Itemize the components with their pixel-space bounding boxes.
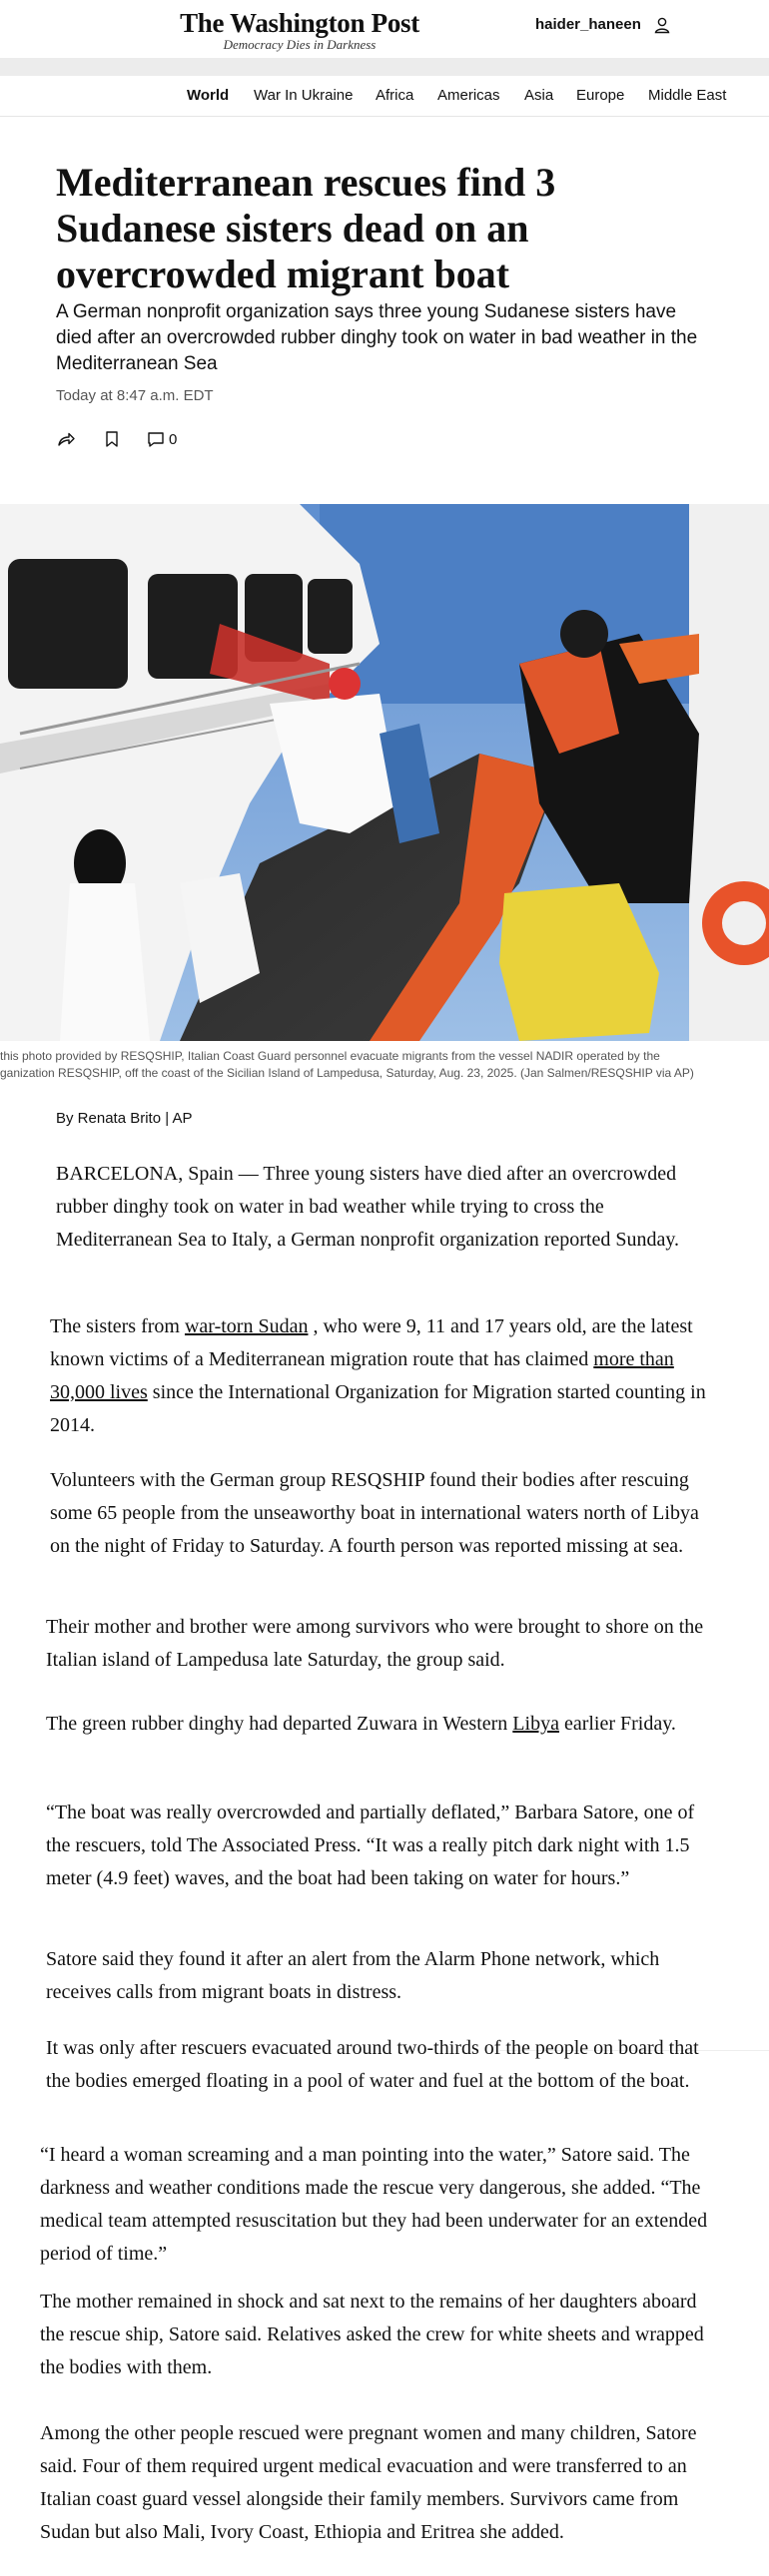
comment-count[interactable]: 0 — [169, 431, 178, 448]
article-paragraph: The mother remained in shock and sat next to the remains of her daughters aboard the rescue ship, Satore said. Relatives asked the crew for white sheets and wrapped the bodies with them. — [40, 2291, 704, 2378]
article-paragraph — [46, 1708, 711, 1741]
bookmark-icon[interactable] — [102, 429, 122, 449]
section-nav — [0, 76, 769, 117]
photo-caption — [0, 1048, 769, 1082]
logo-tagline: Democracy Dies in Darkness — [223, 37, 377, 52]
nav-item-world[interactable]: World — [187, 87, 230, 104]
article-subheadline: A German nonprofit organization says three young Sudanese sisters have died after an overcrowded rubber dinghy took on water in bad weather in the Mediterranean Sea — [56, 301, 698, 374]
lead-photo — [0, 504, 769, 1041]
article-paragraph — [50, 1310, 709, 1442]
article-paragraph: It was only after rescuers evacuated around two-thirds of the people on board that the bodies emerged floating in a pool of water and fuel at the bottom of the boat. — [46, 2037, 699, 2092]
article-paragraph: “I heard a woman screaming and a man pointing into the water,” Satore said. The darkness and weather conditions made the rescue very dangerous, she added. “The medical team attempted resuscitation but they had been underwater for an extended period of time.” — [40, 2144, 708, 2265]
article-paragraph: BARCELONA, Spain — Three young sisters have died after an overcrowded rubber dinghy took on water in bad weather while trying to cross the Mediterranean Sea to Italy, a German nonprofit organization reported Sunday. — [56, 1163, 680, 1251]
photo-caption-line: this photo provided by RESQSHIP, Italian Coast Guard personnel evacuate migrants from the vessel NADIR operated by the — [0, 1049, 660, 1063]
share-icon[interactable] — [56, 429, 76, 449]
paragraph-text: earlier Friday. — [558, 1713, 676, 1735]
nav-item-americas[interactable]: Americas — [437, 87, 500, 104]
paragraph-text: , who were 9, 11 and 17 years old, are the latest known victims of a Mediterranean migration route that has claimed — [50, 1315, 693, 1370]
paragraph-text: since the International Organization for Migration started counting in 2014. — [50, 1381, 706, 1436]
article-paragraph: Their mother and brother were among survivors who were brought to shore on the Italian island of Lampedusa late Saturday, the group said. — [46, 1616, 704, 1671]
user-icon[interactable] — [653, 16, 671, 34]
photo-caption-line: ganization RESQSHIP, off the coast of the Sicilian Island of Lampedusa, Saturday, Aug. 23, 2025. (Jan Salmen/RESQSHIP via AP) — [0, 1066, 694, 1080]
article-paragraph: Satore said they found it after an alert from the Alarm Phone network, which receives calls from migrant boats in distress. — [46, 1948, 660, 2003]
header-divider-band — [0, 58, 769, 76]
article-timestamp: Today at 8:47 a.m. EDT — [56, 387, 214, 404]
link-libya[interactable]: Libya — [512, 1713, 559, 1735]
article-paragraph: “The boat was really overcrowded and partially deflated,” Barbara Satore, one of the rescuers, told The Associated Press. “It was a really pitch dark night with 1.5 meter (4.9 feet) waves, and the boat had been taking on water for hours.” — [46, 1802, 695, 1889]
link-more-than-30000-lives[interactable]: more than 30,000 lives — [50, 1348, 674, 1403]
nav-item-war-in-ukraine[interactable]: War In Ukraine — [254, 87, 354, 104]
nav-item-europe[interactable]: Europe — [576, 87, 625, 104]
article-byline[interactable]: By Renata Brito | AP — [56, 1110, 193, 1127]
username-link[interactable]: haider_haneen — [535, 16, 641, 33]
article-paragraph: Among the other people rescued were pregnant women and many children, Satore said. Four of them required urgent medical evacuation and were transferred to an Italian coast guard vessel alongside their family members. Survivors came from Sudan but also Mali, Ivory Coast, Ethiopia and Eritrea she added. — [40, 2422, 697, 2543]
article-paragraph: Volunteers with the German group RESQSHIP found their bodies after rescuing some 65 people from the unseaworthy boat in international waters north of Libya on the night of Friday to Saturday. A fourth person was reported missing at sea. — [50, 1469, 699, 1557]
site-logo[interactable] — [180, 8, 419, 52]
article-headline: Mediterranean rescues find 3 Sudanese sisters dead on an overcrowded migrant boat — [56, 160, 556, 296]
site-header — [0, 0, 769, 58]
nav-item-africa[interactable]: Africa — [376, 87, 414, 104]
nav-item-asia[interactable]: Asia — [524, 87, 554, 104]
logo-wordmark: The Washington Post — [180, 8, 419, 38]
paragraph-text: The green rubber dinghy had departed Zuwara in Western — [46, 1713, 513, 1735]
link-war-torn-sudan[interactable]: war-torn Sudan — [184, 1315, 309, 1337]
comment-icon[interactable] — [146, 429, 166, 449]
nav-item-middle-east[interactable]: Middle East — [648, 87, 727, 104]
paragraph-text: The sisters from — [50, 1315, 185, 1337]
